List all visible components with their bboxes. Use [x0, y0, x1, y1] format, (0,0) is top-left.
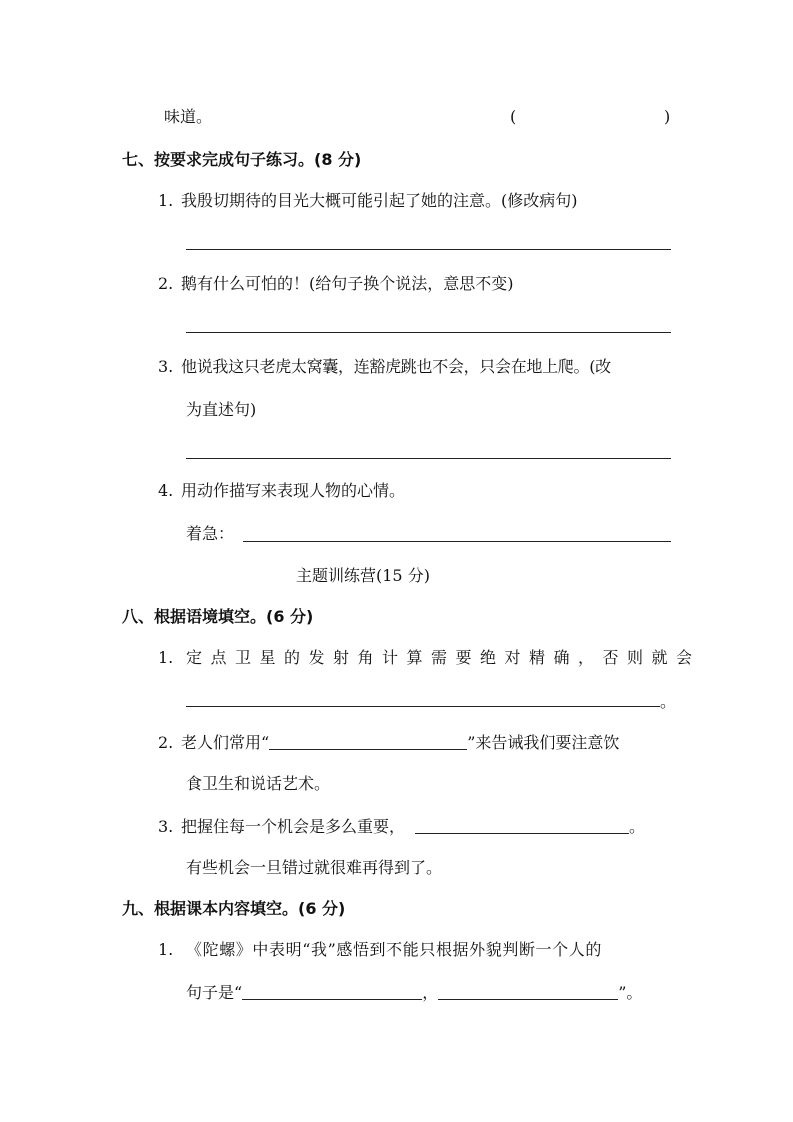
s7-q4-number: 4. — [158, 481, 174, 500]
s9-q1-line2 — [186, 983, 642, 1003]
answer-paren-open: ( — [510, 107, 517, 126]
s9-q1-blank-1[interactable] — [242, 983, 422, 1000]
s7-q2-text: 鹅有什么可怕的！(给句子换个说法，意思不变) — [181, 274, 514, 293]
s8-q3-after: 。 — [629, 817, 646, 836]
s7-q3-text-line1: 他说我这只老虎太窝囊，连豁虎跳也不会，只会在地上爬。(改 — [181, 357, 611, 376]
s8-q1-end: 。 — [660, 692, 677, 711]
s9-q1-before: 句子是“ — [186, 983, 243, 1002]
s9-q1-after: ”。 — [618, 983, 643, 1002]
s7-q3-number: 3. — [158, 357, 174, 376]
s7-q1-number: 1. — [158, 191, 174, 210]
s7-q3-text-line2: 为直述句) — [186, 400, 257, 419]
s9-q1-number: 1. — [158, 940, 174, 959]
s9-q1-text: 《陀螺》中表明“我”感悟到不能只根据外貌判断一个人的 — [186, 940, 602, 959]
s8-q2-line1 — [181, 733, 619, 753]
s8-q2-after: ”来告诫我们要注意饮 — [467, 733, 620, 752]
s8-q3-number: 3. — [158, 817, 174, 836]
s7-q1-text: 我殷切期待的目光大概可能引起了她的注意。(修改病句) — [181, 191, 578, 210]
s8-q2-blank[interactable] — [269, 733, 467, 750]
section-7-heading: 七、按要求完成句子练习。(8 分) — [122, 150, 362, 169]
s8-q2-line2: 食卫生和说话艺术。 — [186, 774, 331, 793]
s7-q3-answer-line[interactable] — [186, 458, 671, 459]
s7-q4-label: 着急： — [186, 524, 235, 543]
s8-q1-number: 1. — [158, 648, 174, 667]
s9-q1-mid: ， — [422, 983, 439, 1002]
s8-q3-line1 — [181, 817, 645, 837]
camp-title: 主题训练营(15 分) — [296, 566, 430, 585]
s7-q2-answer-line[interactable] — [186, 332, 671, 333]
s8-q1-answer-line[interactable] — [186, 706, 660, 707]
s8-q3-line2: 有些机会一旦错过就很难再得到了。 — [186, 858, 443, 877]
s8-q3-before: 把握住每一个机会是多么重要， — [181, 817, 406, 836]
s9-q1-blank-2[interactable] — [438, 983, 618, 1000]
s7-q2-number: 2. — [158, 274, 174, 293]
s8-q2-before: 老人们常用“ — [181, 733, 270, 752]
s8-q3-blank[interactable] — [415, 817, 629, 834]
s7-q1-answer-line[interactable] — [186, 249, 671, 250]
s7-q4-text: 用动作描写来表现人物的心情。 — [181, 481, 406, 500]
top-fragment-text: 味道。 — [164, 107, 213, 126]
answer-paren-close: ) — [664, 107, 671, 126]
s7-q4-answer-line[interactable] — [243, 541, 671, 542]
section-9-heading: 九、根据课本内容填空。(6 分) — [122, 899, 346, 918]
s8-q2-number: 2. — [158, 733, 174, 752]
section-8-heading: 八、根据语境填空。(6 分) — [122, 607, 314, 626]
s8-q1-text: 定点卫星的发射角计算需要绝对精确，否则就会 — [186, 648, 701, 667]
